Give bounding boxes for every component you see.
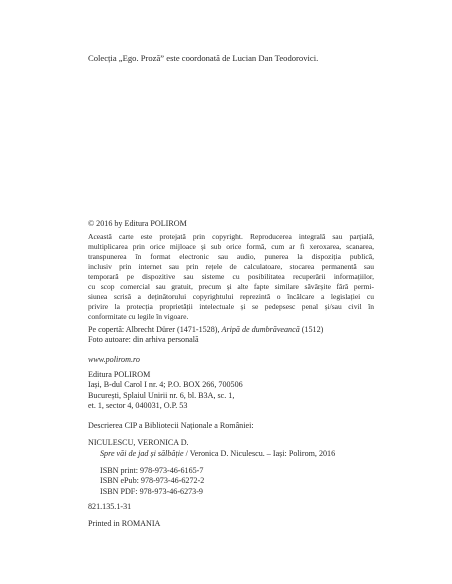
legal-line: siunea scrisă a deținătorului copyrightului reprezintă o încălcare a legislației cu [88, 292, 374, 301]
legal-line: transpunerea în format electronic sau audio, punerea la dispoziția publică, [88, 252, 374, 261]
publisher-address-line: et. 1, sector 4, 040031, O.P. 53 [88, 400, 188, 410]
udc-code: 821.135.1-31 [88, 502, 132, 511]
cip-author: NICULESCU, VERONICA D. [88, 438, 189, 447]
legal-line: cu scop comercial sau gratuit, precum și alte fapte similare săvârșite fără permi- [88, 282, 374, 291]
cip-book-title: Spre văi de jad și sălbăție [100, 449, 184, 458]
image-credits [88, 325, 374, 346]
publisher-website: www.polirom.ro [88, 355, 140, 364]
publisher-address-line: București, Splaiul Unirii nr. 6, bl. B3A, sc. 1, [88, 390, 235, 400]
publisher-name: Editura POLIROM [88, 370, 151, 379]
legal-line: Această carte este protejată prin copyright. Reproducerea integrală sau parțială, [88, 232, 374, 241]
cover-credit [88, 325, 374, 335]
printed-in: Printed in ROMANIA [88, 519, 161, 528]
legal-line: privire la protecția proprietății intelectuale și se pedepsesc penal și/sau civil în [88, 302, 374, 311]
collection-note: Colecția „Ego. Proză” este coordonată de Lucian Dan Teodorovici. [88, 53, 319, 63]
cip-title-entry [88, 449, 374, 459]
legal-line: temporară pe dispozitive sau sisteme cu posibilitatea recuperării informațiilor, [88, 272, 374, 281]
cip-entry-line [100, 449, 374, 459]
publisher-address-line: Iași, B-dul Carol I nr. 4; P.O. BOX 266, 700506 [88, 380, 243, 390]
author-photo-credit: Foto autoare: din arhiva personală [88, 335, 199, 345]
cover-credit-prefix: Pe copertă: Albrecht Dürer (1471-1528), [88, 325, 222, 334]
publisher-address [88, 370, 374, 411]
isbn-pdf: ISBN PDF: 978-973-46-6273-9 [100, 486, 203, 496]
cip-entry-rest: / Veronica D. Niculescu. – Iași: Polirom, 2016 [183, 449, 336, 458]
isbn-list [88, 466, 386, 497]
cover-artwork-year: (1512) [299, 325, 324, 334]
legal-notice [88, 232, 374, 322]
isbn-print: ISBN print: 978-973-46-6165-7 [100, 466, 204, 475]
legal-line: inclusiv prin internet sau prin rețele de calculatoare, stocarea permanentă sau [88, 262, 374, 271]
legal-line: conformitate cu legile în vigoare. [88, 312, 189, 321]
cover-artwork-title: Aripă de dumbrăveancă [221, 325, 300, 334]
legal-line: multiplicarea prin orice mijloace și sub orice formă, cum ar fi xeroxarea, scanarea, [88, 242, 374, 251]
isbn-epub: ISBN ePub: 978-973-46-6272-2 [100, 476, 205, 486]
copyright-line: © 2016 by Editura POLIROM [88, 219, 187, 228]
cip-heading: Descrierea CIP a Bibliotecii Naționale a României: [88, 421, 254, 430]
